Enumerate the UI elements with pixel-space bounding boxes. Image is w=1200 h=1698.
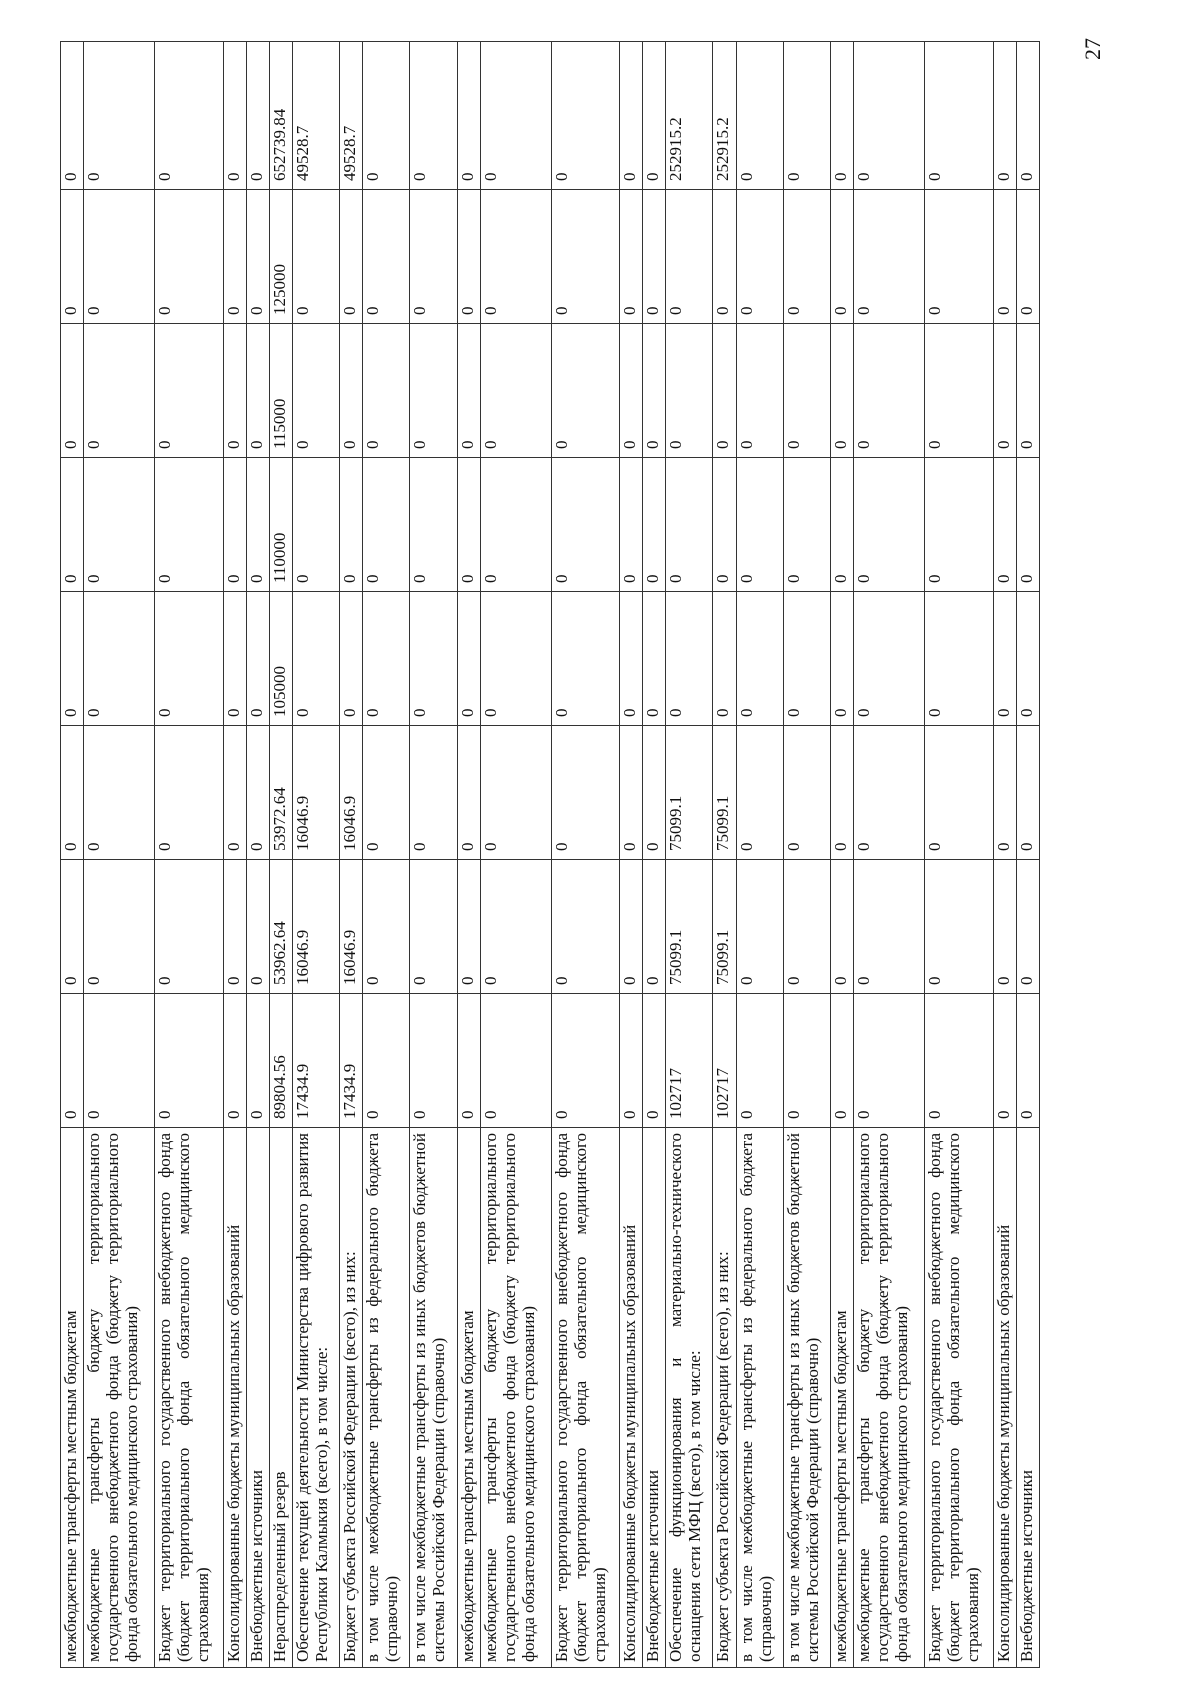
cell-value: 0	[736, 324, 783, 458]
cell-value: 0	[736, 458, 783, 592]
cell-value: 0	[410, 726, 457, 860]
cell-value: 0	[643, 324, 666, 458]
row-label: межбюджетные трансферты местным бюджетам	[61, 1128, 84, 1668]
table-row	[713, 42, 736, 1668]
cell-value: 0	[457, 324, 480, 458]
table-row	[925, 42, 993, 1668]
cell-value: 0	[363, 190, 410, 324]
cell-value: 0	[1016, 190, 1039, 324]
row-label: Бюджет субъекта Российской Федерации (всего), из них:	[340, 1128, 363, 1668]
cell-value: 0	[340, 190, 363, 324]
cell-value: 0	[84, 994, 155, 1128]
cell-value: 0	[61, 190, 84, 324]
cell-value: 0	[457, 42, 480, 190]
row-label: межбюджетные трансферты бюджету территориального государственного внебюджетного фонда (бюджету территориального фонда обязательного медицинского страхования)	[854, 1128, 925, 1668]
cell-value: 0	[552, 190, 620, 324]
cell-value: 17434.9	[292, 994, 339, 1128]
cell-value: 0	[993, 726, 1016, 860]
cell-value: 0	[620, 458, 643, 592]
cell-value: 0	[831, 458, 854, 592]
cell-value: 0	[993, 860, 1016, 994]
cell-value: 115000	[269, 324, 292, 458]
cell-value: 0	[84, 458, 155, 592]
cell-value: 0	[246, 190, 269, 324]
cell-value: 0	[223, 458, 246, 592]
cell-value: 0	[993, 592, 1016, 726]
cell-value: 0	[854, 726, 925, 860]
cell-value: 0	[223, 592, 246, 726]
cell-value: 0	[993, 190, 1016, 324]
cell-value: 0	[246, 324, 269, 458]
cell-value: 0	[620, 592, 643, 726]
row-label: в том числе межбюджетные трансферты из федерального бюджета (справочно)	[363, 1128, 410, 1668]
row-label: Консолидированные бюджеты муниципальных образований	[993, 1128, 1016, 1668]
cell-value: 0	[736, 42, 783, 190]
cell-value: 0	[223, 42, 246, 190]
table-row	[269, 42, 292, 1668]
cell-value: 0	[925, 592, 993, 726]
cell-value: 0	[736, 190, 783, 324]
cell-value: 0	[363, 860, 410, 994]
table-row	[340, 42, 363, 1668]
cell-value: 0	[155, 592, 223, 726]
cell-value: 0	[363, 726, 410, 860]
row-label: межбюджетные трансферты бюджету территориального государственного внебюджетного фонда (бюджету территориального фонда обязательного медицинского страхования)	[84, 1128, 155, 1668]
cell-value: 0	[1016, 592, 1039, 726]
cell-value: 102717	[713, 994, 736, 1128]
cell-value: 0	[854, 592, 925, 726]
table-row	[480, 42, 551, 1668]
cell-value: 0	[246, 592, 269, 726]
cell-value: 0	[993, 324, 1016, 458]
cell-value: 252915.2	[713, 42, 736, 190]
cell-value: 0	[480, 324, 551, 458]
cell-value: 0	[831, 860, 854, 994]
row-label: Бюджет территориального государственного внебюджетного фонда (бюджет территориального фонда обязательного медицинского страхования)	[552, 1128, 620, 1668]
cell-value: 0	[61, 458, 84, 592]
cell-value: 0	[783, 42, 830, 190]
cell-value: 0	[831, 994, 854, 1128]
cell-value: 0	[363, 458, 410, 592]
budget-table	[60, 41, 1040, 1668]
cell-value: 0	[643, 190, 666, 324]
cell-value: 0	[925, 324, 993, 458]
cell-value: 0	[61, 860, 84, 994]
table-row	[155, 42, 223, 1668]
cell-value: 0	[1016, 860, 1039, 994]
cell-value: 0	[410, 860, 457, 994]
cell-value: 0	[480, 42, 551, 190]
row-label: Нераспределенный резерв	[269, 1128, 292, 1668]
row-label: Консолидированные бюджеты муниципальных образований	[223, 1128, 246, 1668]
cell-value: 0	[363, 42, 410, 190]
cell-value: 0	[643, 860, 666, 994]
cell-value: 0	[620, 42, 643, 190]
table-row	[736, 42, 783, 1668]
cell-value: 0	[84, 860, 155, 994]
cell-value: 0	[736, 994, 783, 1128]
cell-value: 0	[84, 42, 155, 190]
cell-value: 0	[831, 592, 854, 726]
cell-value: 0	[620, 190, 643, 324]
row-label: Внебюджетные источники	[1016, 1128, 1039, 1668]
cell-value: 0	[480, 860, 551, 994]
cell-value: 16046.9	[292, 860, 339, 994]
cell-value: 0	[410, 324, 457, 458]
cell-value: 0	[993, 994, 1016, 1128]
row-label: Обеспечение функционирования и материально-технического оснащения сети МФЦ (всего), в том числе:	[666, 1128, 713, 1668]
cell-value: 0	[155, 190, 223, 324]
cell-value: 0	[155, 860, 223, 994]
cell-value: 0	[552, 324, 620, 458]
cell-value: 0	[246, 994, 269, 1128]
cell-value: 0	[61, 324, 84, 458]
cell-value: 0	[1016, 42, 1039, 190]
cell-value: 0	[61, 42, 84, 190]
row-label: Обеспечение текущей деятельности Министерства цифрового развития Республики Калмыкия (всего), в том числе:	[292, 1128, 339, 1668]
cell-value: 0	[1016, 324, 1039, 458]
cell-value: 89804.56	[269, 994, 292, 1128]
cell-value: 0	[480, 458, 551, 592]
cell-value: 0	[783, 324, 830, 458]
cell-value: 0	[480, 592, 551, 726]
cell-value: 252915.2	[666, 42, 713, 190]
row-label: межбюджетные трансферты бюджету территориального государственного внебюджетного фонда (бюджету территориального фонда обязательного медицинского страхования)	[480, 1128, 551, 1668]
cell-value: 0	[410, 592, 457, 726]
cell-value: 0	[643, 42, 666, 190]
cell-value: 0	[363, 994, 410, 1128]
cell-value: 0	[854, 994, 925, 1128]
cell-value: 0	[713, 458, 736, 592]
cell-value: 0	[246, 726, 269, 860]
cell-value: 0	[61, 592, 84, 726]
table-row	[783, 42, 830, 1668]
cell-value: 0	[292, 592, 339, 726]
cell-value: 0	[155, 42, 223, 190]
cell-value: 652739.84	[269, 42, 292, 190]
cell-value: 75099.1	[713, 860, 736, 994]
cell-value: 102717	[666, 994, 713, 1128]
cell-value: 0	[552, 42, 620, 190]
cell-value: 53972.64	[269, 726, 292, 860]
table-row	[84, 42, 155, 1668]
cell-value: 0	[457, 726, 480, 860]
row-label: межбюджетные трансферты местным бюджетам	[831, 1128, 854, 1668]
cell-value: 0	[783, 458, 830, 592]
cell-value: 0	[457, 592, 480, 726]
table-row	[457, 42, 480, 1668]
cell-value: 49528.7	[292, 42, 339, 190]
cell-value: 0	[155, 726, 223, 860]
cell-value: 0	[84, 592, 155, 726]
cell-value: 0	[713, 324, 736, 458]
cell-value: 0	[552, 994, 620, 1128]
cell-value: 0	[292, 190, 339, 324]
cell-value: 0	[831, 190, 854, 324]
cell-value: 16046.9	[340, 726, 363, 860]
cell-value: 0	[552, 458, 620, 592]
row-label: Внебюджетные источники	[246, 1128, 269, 1668]
cell-value: 16046.9	[292, 726, 339, 860]
cell-value: 0	[223, 726, 246, 860]
table-row	[552, 42, 620, 1668]
cell-value: 0	[993, 42, 1016, 190]
cell-value: 0	[292, 458, 339, 592]
cell-value: 0	[457, 994, 480, 1128]
cell-value: 0	[552, 592, 620, 726]
cell-value: 53962.64	[269, 860, 292, 994]
row-label: в том числе межбюджетные трансферты из федерального бюджета (справочно)	[736, 1128, 783, 1668]
cell-value: 0	[155, 324, 223, 458]
row-label: Бюджет территориального государственного внебюджетного фонда (бюджет территориального фонда обязательного медицинского страхования)	[925, 1128, 993, 1668]
cell-value: 0	[480, 994, 551, 1128]
cell-value: 0	[410, 190, 457, 324]
row-label: Бюджет субъекта Российской Федерации (всего), из них:	[713, 1128, 736, 1668]
cell-value: 0	[457, 860, 480, 994]
cell-value: 0	[783, 190, 830, 324]
cell-value: 0	[666, 190, 713, 324]
cell-value: 0	[61, 994, 84, 1128]
cell-value: 0	[736, 860, 783, 994]
row-label: межбюджетные трансферты местным бюджетам	[457, 1128, 480, 1668]
cell-value: 16046.9	[340, 860, 363, 994]
cell-value: 17434.9	[340, 994, 363, 1128]
table-row	[1016, 42, 1039, 1668]
cell-value: 0	[1016, 726, 1039, 860]
cell-value: 0	[84, 324, 155, 458]
cell-value: 0	[84, 726, 155, 860]
table-row	[61, 42, 84, 1668]
cell-value: 0	[925, 860, 993, 994]
cell-value: 0	[736, 726, 783, 860]
cell-value: 0	[713, 592, 736, 726]
cell-value: 0	[246, 860, 269, 994]
cell-value: 0	[223, 994, 246, 1128]
cell-value: 0	[1016, 458, 1039, 592]
cell-value: 0	[713, 190, 736, 324]
table-row	[292, 42, 339, 1668]
row-label: Консолидированные бюджеты муниципальных образований	[620, 1128, 643, 1668]
cell-value: 0	[783, 994, 830, 1128]
cell-value: 0	[61, 726, 84, 860]
cell-value: 0	[620, 324, 643, 458]
row-label: в том числе межбюджетные трансферты из иных бюджетов бюджетной системы Российской Федерации (справочно)	[783, 1128, 830, 1668]
cell-value: 0	[666, 324, 713, 458]
cell-value: 0	[223, 860, 246, 994]
cell-value: 0	[223, 324, 246, 458]
cell-value: 105000	[269, 592, 292, 726]
cell-value: 0	[925, 190, 993, 324]
cell-value: 0	[831, 42, 854, 190]
cell-value: 75099.1	[666, 860, 713, 994]
cell-value: 0	[736, 592, 783, 726]
table-row	[223, 42, 246, 1668]
cell-value: 0	[410, 994, 457, 1128]
cell-value: 0	[292, 324, 339, 458]
cell-value: 0	[925, 994, 993, 1128]
cell-value: 0	[620, 860, 643, 994]
cell-value: 0	[363, 592, 410, 726]
cell-value: 0	[457, 458, 480, 592]
cell-value: 0	[620, 726, 643, 860]
table-row	[993, 42, 1016, 1668]
cell-value: 0	[831, 324, 854, 458]
table-row	[643, 42, 666, 1668]
cell-value: 0	[783, 860, 830, 994]
table-row	[666, 42, 713, 1668]
cell-value: 0	[783, 592, 830, 726]
cell-value: 0	[223, 190, 246, 324]
cell-value: 0	[363, 324, 410, 458]
cell-value: 0	[643, 994, 666, 1128]
cell-value: 49528.7	[340, 42, 363, 190]
cell-value: 0	[925, 42, 993, 190]
cell-value: 125000	[269, 190, 292, 324]
budget-table-body	[61, 42, 1040, 1668]
table-row	[246, 42, 269, 1668]
cell-value: 0	[410, 458, 457, 592]
cell-value: 0	[643, 458, 666, 592]
cell-value: 0	[410, 42, 457, 190]
cell-value: 0	[643, 592, 666, 726]
cell-value: 0	[925, 458, 993, 592]
cell-value: 0	[84, 190, 155, 324]
cell-value: 0	[666, 458, 713, 592]
table-row	[831, 42, 854, 1668]
cell-value: 110000	[269, 458, 292, 592]
table-row	[363, 42, 410, 1668]
cell-value: 75099.1	[666, 726, 713, 860]
cell-value: 0	[993, 458, 1016, 592]
cell-value: 0	[643, 726, 666, 860]
cell-value: 0	[1016, 994, 1039, 1128]
cell-value: 0	[925, 726, 993, 860]
cell-value: 0	[340, 458, 363, 592]
page-number: 27	[1080, 38, 1105, 60]
cell-value: 0	[854, 324, 925, 458]
cell-value: 0	[666, 592, 713, 726]
cell-value: 0	[854, 860, 925, 994]
cell-value: 0	[620, 994, 643, 1128]
cell-value: 0	[480, 190, 551, 324]
cell-value: 0	[340, 592, 363, 726]
cell-value: 0	[831, 726, 854, 860]
table-row	[410, 42, 457, 1668]
cell-value: 0	[155, 458, 223, 592]
cell-value: 0	[246, 458, 269, 592]
row-label: в том числе межбюджетные трансферты из иных бюджетов бюджетной системы Российской Федерации (справочно)	[410, 1128, 457, 1668]
cell-value: 0	[783, 726, 830, 860]
cell-value: 0	[155, 994, 223, 1128]
cell-value: 0	[457, 190, 480, 324]
cell-value: 0	[854, 458, 925, 592]
table-row	[854, 42, 925, 1668]
cell-value: 0	[552, 860, 620, 994]
table-row	[620, 42, 643, 1668]
row-label: Внебюджетные источники	[643, 1128, 666, 1668]
cell-value: 0	[340, 324, 363, 458]
cell-value: 0	[246, 42, 269, 190]
cell-value: 0	[480, 726, 551, 860]
cell-value: 75099.1	[713, 726, 736, 860]
row-label: Бюджет территориального государственного внебюджетного фонда (бюджет территориального фонда обязательного медицинского страхования)	[155, 1128, 223, 1668]
cell-value: 0	[854, 190, 925, 324]
cell-value: 0	[854, 42, 925, 190]
rotated-budget-sheet	[60, 42, 1040, 1668]
cell-value: 0	[552, 726, 620, 860]
